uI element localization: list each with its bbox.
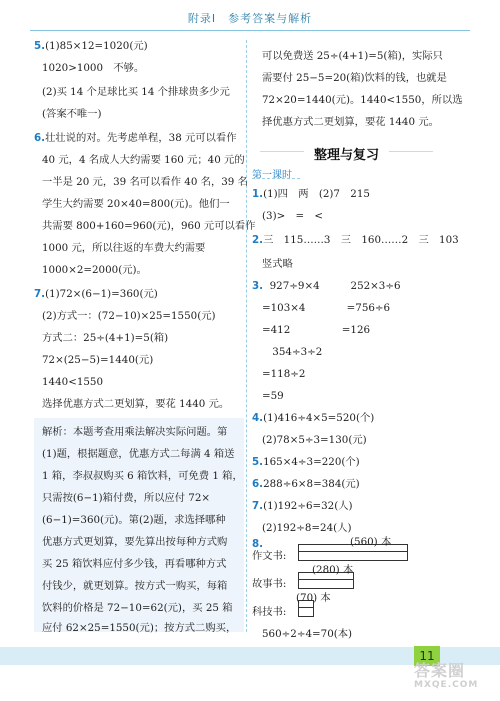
answer-line: 共需要 800+160=960(元)，960 元可以看作 — [42, 220, 256, 232]
section-title: 整理与复习 — [314, 144, 379, 163]
bar-label-total: (560) 本 — [350, 536, 392, 548]
watermark-bottom: MXQE.COM — [414, 680, 479, 690]
bar-row-label: 故事书: — [252, 578, 287, 590]
analysis-line: 1 箱，李叔叔购买 6 箱饮料，可免费 1 箱， — [42, 470, 243, 482]
bar-label-story: (280) 本 — [312, 564, 354, 576]
column-divider — [246, 40, 247, 632]
analysis-line: (1)题，根据题意，优惠方式二每满 4 箱送 — [42, 448, 235, 460]
bar-row-label: 科技书: — [252, 606, 287, 618]
answer-line: 7.(1)192÷6=32(人) — [252, 500, 353, 512]
answer-line: 354÷3÷2 — [262, 346, 323, 358]
header-title: 附录Ⅰ 参考答案与解析 — [187, 12, 313, 25]
answer-line: 1020>1000 不够。 — [42, 62, 145, 74]
answer-line: 6.壮壮说的对。先考虑单程，38 元可以看作 — [34, 132, 237, 144]
answer-line: 2.三 115……3 三 160……2 三 103 — [252, 234, 459, 246]
answer-line: 竖式略 — [262, 258, 293, 270]
answer-line: =103×4 =756÷6 — [262, 302, 391, 314]
answer-line: (2)192÷8=24(人) — [262, 522, 352, 534]
answer-line: 7.(1)72×(6−1)=360(元) — [34, 288, 158, 300]
analysis-box — [34, 418, 244, 632]
answer-line: 3. 927÷9×4 252×3÷6 — [252, 280, 401, 292]
answer-line: 1000×2=2000(元)。 — [42, 264, 147, 276]
analysis-line: 应付 62×25=1550(元)；按方式二购买， — [42, 622, 237, 634]
answer-line: 1.(1)四 两 (2)7 215 — [252, 188, 370, 200]
continued-line: 择优惠方式二更划算，要花 1440 元。 — [262, 116, 439, 128]
continued-line: 需要付 25−5=20(箱)饮料的钱，也就是 — [262, 72, 447, 84]
page-number: 11 — [414, 646, 440, 666]
answer-line: (2)方式一：(72−10)×25=1550(元) — [42, 310, 216, 322]
answer-line: 72×(25−5)=1440(元) — [42, 354, 154, 366]
science-book-bar — [298, 607, 314, 617]
question-number: 8. — [252, 538, 264, 550]
answer-line: =59 — [262, 390, 284, 402]
continued-line: 72×20=1440(元)。1440<1550，所以选 — [262, 94, 463, 106]
analysis-line: 饮料的价格是 72−10=62(元)，买 25 箱 — [42, 602, 233, 614]
answer-line: 6.288÷6×8=384(元) — [252, 478, 360, 490]
subsection-title: 第一课时 — [252, 170, 292, 181]
page-header — [0, 0, 500, 34]
answer-line: 40 元，4 名成人大约需要 160 元；40 元的 — [42, 154, 245, 166]
answer-line: =412 =126 — [262, 324, 371, 336]
answer-line: (3)> = < — [262, 210, 324, 222]
analysis-line: 优惠方式更划算，要先算出按每种方式购 — [42, 536, 228, 548]
answer-line: =118÷2 — [262, 368, 306, 380]
essay-book-bar — [298, 551, 408, 561]
answer-line: 1000 元，所以往返的车费大约需要 — [42, 242, 206, 254]
answer-line: 1440<1550 — [42, 376, 104, 388]
answer-line: 学生大约需要 20×40=800(元)。他们一 — [42, 198, 230, 210]
continued-line: 可以免费送 25÷(4+1)=5(箱)，实际只 — [262, 50, 443, 62]
answer-line: 4.(1)416÷4×5=520(个) — [252, 412, 375, 424]
watermark — [414, 663, 496, 695]
analysis-line: 付钱少，就更划算。按方式一购买，每箱 — [42, 580, 228, 592]
analysis-line: 解析：本题考查用乘法解决实际问题。第 — [42, 426, 228, 438]
left-column — [34, 36, 256, 634]
answer-line: 560÷2÷4=70(本) — [262, 628, 353, 640]
header-rule — [30, 30, 470, 31]
analysis-line: (6−1)=360(元)。第(2)题，求选择哪种 — [42, 514, 226, 526]
subsection-rule — [252, 178, 300, 179]
watermark-top: 答案圈 — [414, 661, 466, 680]
bar-label-science: (70) 本 — [296, 592, 331, 604]
analysis-line: 只需按(6−1)箱付费，所以应付 72× — [42, 492, 211, 504]
answer-line: 5.165×4÷3=220(个) — [252, 456, 360, 468]
answer-line: (2)买 14 个足球比买 14 个排球贵多少元 — [42, 86, 230, 98]
right-column — [252, 36, 474, 640]
answer-line: (2)78×5÷3=130(元) — [262, 434, 367, 446]
answer-line: 方式二：25÷(4+1)=5(箱) — [42, 332, 169, 344]
story-book-bar — [298, 579, 354, 589]
bar-row-label: 作文书: — [252, 550, 287, 562]
answer-line: 一半是 20 元，39 名可以看作 40 名，39 名 — [42, 176, 248, 188]
answer-line: 5.(1)85×12=1020(元) — [34, 40, 148, 52]
answer-line: 选择优惠方式二更划算，要花 1440 元。 — [42, 398, 230, 410]
answer-line: (答案不唯一) — [42, 108, 102, 120]
analysis-line: 买 25 箱饮料应付多少钱，再看哪种方式 — [42, 558, 227, 570]
